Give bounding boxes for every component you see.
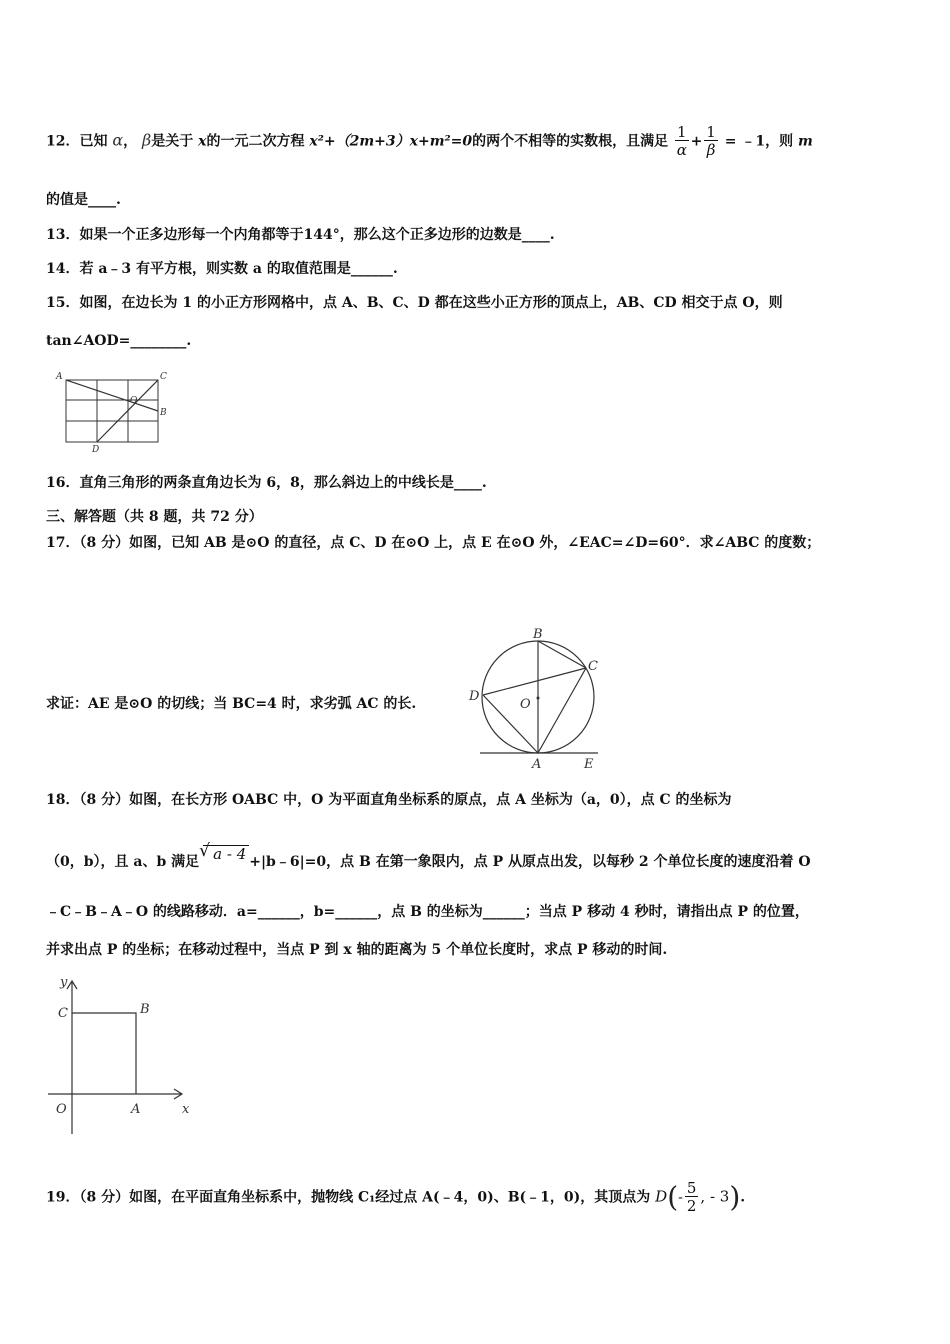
q14: 14．若 a﹣3 有平方根，则实数 a 的取值范围是______.: [46, 261, 398, 277]
chord-AC: [538, 668, 586, 753]
rectangle-OABC: [72, 1013, 136, 1094]
right-paren: ): [729, 1180, 741, 1214]
label-C: C: [588, 659, 598, 674]
label-A: A: [532, 757, 542, 772]
alpha-symbol: α: [112, 130, 124, 150]
segment-AB: [66, 380, 158, 411]
sqrt-expression: √ a - 4: [203, 845, 249, 863]
label-B: B: [140, 1002, 150, 1017]
left-paren: (: [667, 1180, 679, 1214]
q16: 16．直角三角形的两条直角边长为 6，8，那么斜边上的中线长是____.: [46, 475, 487, 491]
label-D: D: [92, 445, 100, 455]
q17-line2: 求证：AE 是⊙O 的切线；当 BC=4 时，求劣弧 AC 的长.: [46, 696, 417, 712]
q15-line2: tan∠AOD=________.: [46, 333, 192, 349]
frac-one-over-beta: $\frac{1}{\beta}$: [706, 123, 716, 159]
q15-grid-figure: [52, 368, 177, 456]
q15-line1: 15．如图，在边长为 1 的小正方形网格中，点 A、B、C、D 都在这些小正方形的顶点上，AB、CD 相交于点 O，则: [46, 295, 783, 311]
label-E: E: [584, 757, 594, 772]
beta-symbol: β: [142, 130, 152, 150]
label-A: A: [56, 372, 63, 382]
label-x: x: [182, 1102, 190, 1117]
q17-line1: 17．（8 分）如图，已知 AB 是⊙O 的直径，点 C、D 在⊙O 上，点 E 在⊙O 外，∠EAC=∠D=60°．求∠ABC 的度数；: [46, 535, 821, 551]
label-O: O: [130, 396, 138, 406]
label-B: B: [533, 627, 543, 642]
frac-five-halves: $\frac{5}{2}$: [686, 1179, 697, 1215]
label-B: B: [160, 408, 167, 418]
label-C: C: [58, 1006, 68, 1021]
section-3-heading: 三、解答题（共 8 题，共 72 分）: [46, 509, 263, 525]
label-O: O: [520, 697, 531, 712]
label-A: A: [131, 1102, 141, 1117]
q12-line1: 12．已知 α， β是关于 x的一元二次方程 x²+（2m+3）x+m²=0的两个不相等的实数根，且满足 $\frac{1}{\alpha}$ + $\frac{1}{\beta}$ = ﹣1，则 m: [46, 123, 813, 159]
q18-line2: （0，b），且 a、b 满足√ a - 4 +|b﹣6|=0，点 B 在第一象限内，点 P 从原点出发，以每秒 2 个单位长度的速度沿着 O: [46, 852, 811, 872]
chord-DC: [483, 668, 586, 695]
q18-line3: ﹣C﹣B﹣A﹣O 的线路移动．a=______，b=______，点 B 的坐标为______；当点 P 移动 4 秒时，请指出点 P 的位置，: [46, 904, 809, 920]
q18-line4: 并求出点 P 的坐标；在移动过程中，当点 P 到 x 轴的距离为 5 个单位长度时，求点 P 移动的时间.: [46, 942, 668, 958]
q12-line2: 的值是____.: [46, 192, 121, 208]
grid-border: [66, 380, 158, 442]
chord-BC: [538, 641, 586, 668]
label-D: D: [469, 689, 480, 704]
label-O: O: [56, 1102, 67, 1117]
q18-line1: 18．（8 分）如图，在长方形 OABC 中，O 为平面直角坐标系的原点，点 A 坐标为（a，0），点 C 的坐标为: [46, 792, 732, 808]
frac-one-over-alpha: $\frac{1}{\alpha}$: [676, 123, 687, 159]
q17-circle-figure: [466, 622, 616, 772]
q18-coordinate-figure: [46, 972, 196, 1140]
label-y: y: [60, 975, 68, 990]
q12-equation: x²+（2m+3）x+m²=0: [309, 133, 473, 150]
q13: 13．如果一个正多边形每一个内角都等于144°，那么这个正多边形的边数是____.: [46, 227, 555, 243]
center-point: [537, 697, 540, 700]
q19-line1: 19．（8 分）如图，在平面直角坐标系中，抛物线 C₁经过点 A(﹣4，0)、B(﹣1，0)，其顶点为 D(- $\frac{5}{2}$ , - 3).: [46, 1179, 746, 1215]
label-C: C: [160, 372, 167, 382]
point-D: D: [655, 1187, 668, 1206]
